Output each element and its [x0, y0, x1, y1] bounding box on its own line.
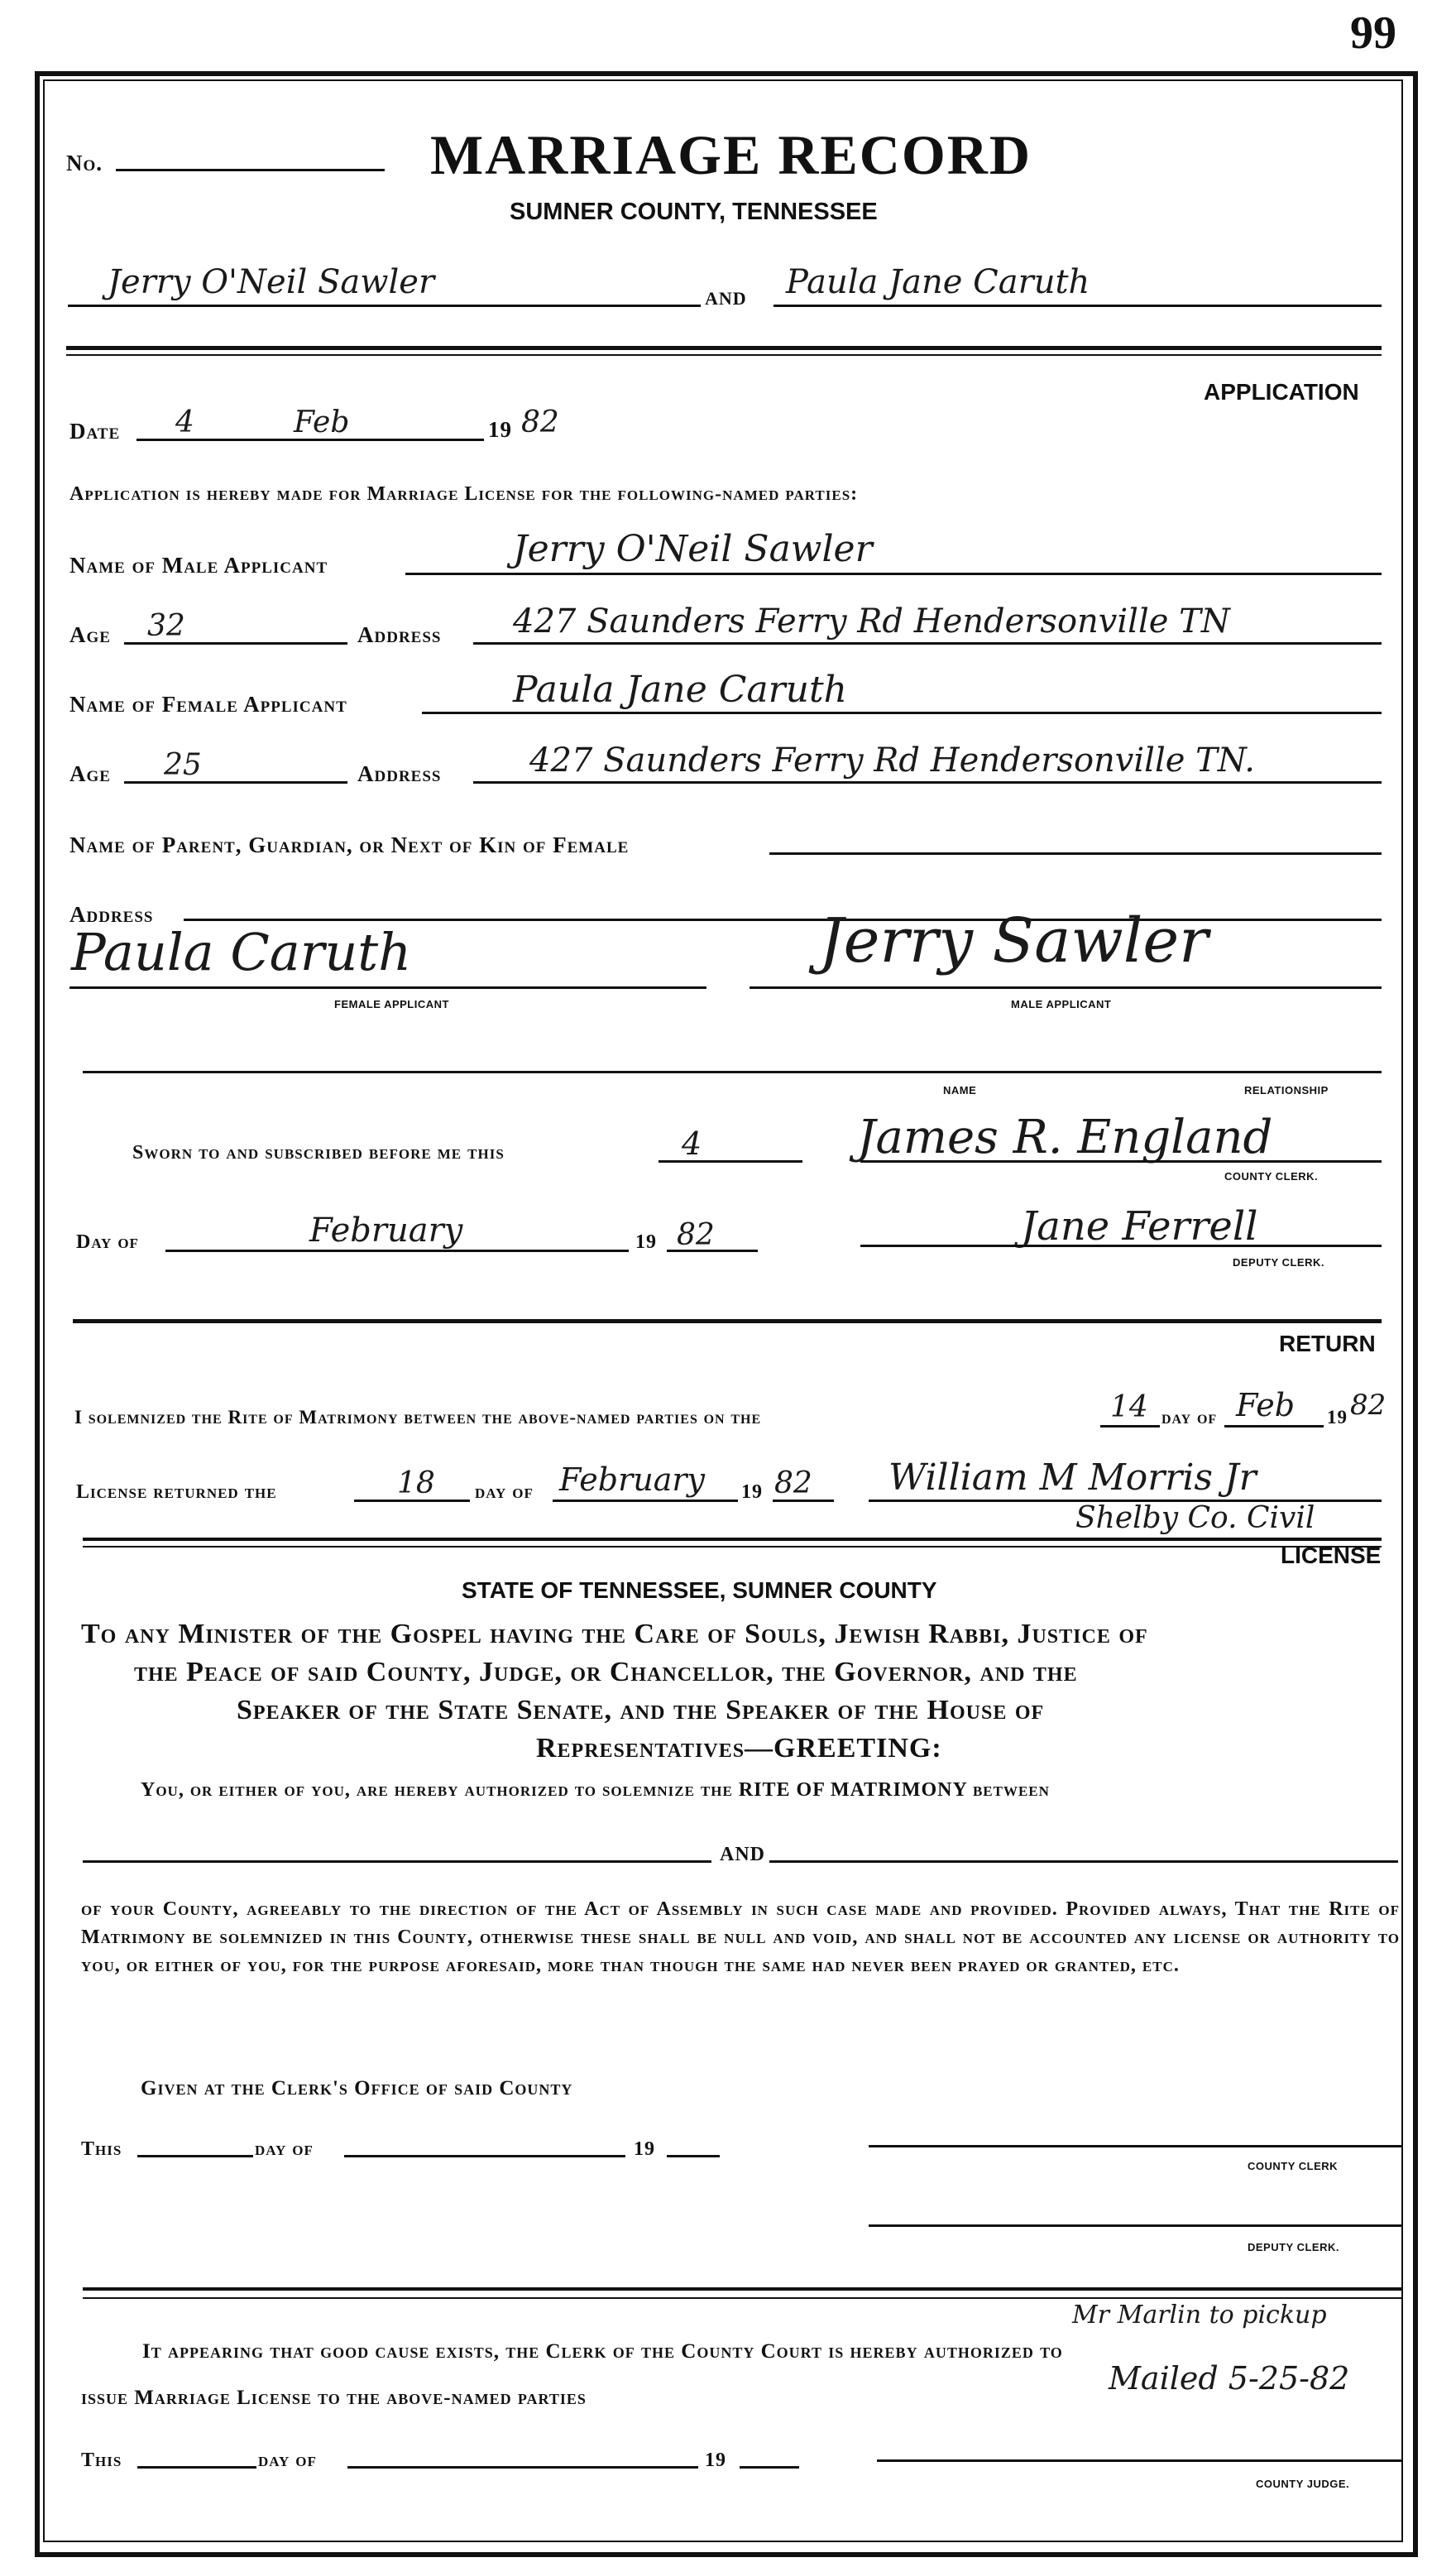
county-judge-line — [877, 2459, 1403, 2462]
license-and-label: AND — [720, 1844, 765, 1865]
date-day: 4 — [175, 405, 194, 439]
cause-text: It appearing that good cause exists, the Clerk of the County Court is hereby authorized to — [142, 2340, 1063, 2363]
male-name-label: Name of Male Applicant — [69, 553, 328, 578]
male-address-value: 427 Saunders Ferry Rd Hendersonville TN — [513, 602, 1230, 641]
record-number-label: No. — [66, 151, 103, 175]
given-text: Given at the Clerk's Office of said County — [141, 2077, 573, 2099]
sworn-month: February — [309, 1212, 463, 1250]
license-returned-label: License returned the — [76, 1481, 277, 1503]
male-name-line — [405, 573, 1382, 575]
returned-month-line — [553, 1500, 738, 1502]
male-applicant-caption: MALE APPLICANT — [1011, 998, 1112, 1010]
male-age-value: 32 — [147, 609, 185, 643]
date-year-prefix: 19 — [488, 417, 512, 442]
county-subtitle: SUMNER COUNTY, TENNESSEE — [510, 199, 878, 225]
footer-this-line — [137, 2466, 256, 2469]
header-rule-2 — [66, 354, 1382, 356]
male-age-label: Age — [69, 622, 111, 647]
female-name-value: Paula Jane Caruth — [513, 669, 848, 711]
greeting-line-1: To any Minister of the Gospel having the Care of Souls, Jewish Rabbi, Justice of — [81, 1619, 1148, 1649]
license-deputy-clerk-line — [869, 2224, 1403, 2227]
license-deputy-clerk-caption: DEPUTY CLERK. — [1248, 2241, 1339, 2253]
female-age-line — [124, 781, 347, 784]
solemnized-year-prefix: 19 — [1327, 1407, 1348, 1428]
return-rule — [83, 1538, 1382, 1541]
record-number-line — [116, 169, 385, 171]
female-signature-line — [69, 986, 706, 989]
parties-and-label: AND — [705, 288, 747, 309]
license-county-clerk-caption: COUNTY CLERK — [1248, 2160, 1339, 2172]
application-rule — [73, 1319, 1382, 1323]
deputy-clerk-signature: Jane Ferrell — [1021, 1203, 1258, 1250]
application-heading: APPLICATION — [1204, 379, 1359, 405]
sworn-month-line — [165, 1250, 629, 1252]
female-name-line — [422, 712, 1382, 714]
given-day-of-label: day of — [255, 2138, 314, 2160]
page-title: MARRIAGE RECORD — [430, 123, 1032, 186]
returned-month: February — [559, 1461, 706, 1498]
kin-line — [769, 852, 1382, 855]
sworn-year: 82 — [677, 1218, 715, 1252]
authorize-text: You, or either of you, are hereby authorized to solemnize the RITE OF MATRIMONY between — [141, 1779, 1050, 1801]
female-age-value: 25 — [164, 748, 202, 782]
female-applicant-caption: FEMALE APPLICANT — [334, 998, 449, 1010]
solemnized-year: 82 — [1350, 1389, 1387, 1422]
footer-year-prefix: 19 — [705, 2450, 726, 2471]
license-party-line-2 — [769, 1860, 1398, 1863]
county-clerk-signature: James R. England — [857, 1111, 1273, 1164]
footer-year-line — [740, 2466, 799, 2469]
inner-border — [43, 79, 1403, 2542]
male-name-value: Jerry O'Neil Sawler — [513, 528, 873, 570]
issue-text: issue Marriage License to the above-named parties — [81, 2387, 587, 2409]
sworn-year-prefix: 19 — [635, 1231, 657, 1253]
female-party-line — [774, 305, 1382, 307]
date-month: Feb — [294, 405, 350, 439]
county-clerk-caption: COUNTY CLERK. — [1224, 1170, 1319, 1183]
footer-this-label: This — [81, 2450, 122, 2471]
page-number: 99 — [1350, 7, 1396, 59]
kin-label: Name of Parent, Guardian, or Next of Kin of Female — [69, 833, 630, 857]
sworn-day: 4 — [682, 1125, 702, 1162]
pickup-note: Mr Marlin to pickup — [1072, 2301, 1327, 2330]
given-this-label: This — [81, 2138, 122, 2160]
solemnized-day-of-label: day of — [1161, 1407, 1218, 1428]
county-judge-caption: COUNTY JUDGE. — [1256, 2478, 1350, 2490]
officiant-signature: William M Morris Jr — [888, 1456, 1257, 1499]
name-caption: NAME — [943, 1084, 977, 1096]
license-rule-2 — [83, 2297, 1403, 2299]
officiant-title: Shelby Co. Civil — [1075, 1501, 1315, 1535]
given-year-line — [667, 2155, 720, 2157]
greeting-line-3: Speaker of the State Senate, and the Speaker of the House of — [237, 1695, 1045, 1725]
kin-address-label: Address — [69, 902, 154, 927]
solemnized-month-line — [1224, 1425, 1324, 1428]
returned-day: 18 — [397, 1466, 435, 1500]
license-rule — [83, 2287, 1403, 2291]
female-age-label: Age — [69, 761, 111, 786]
greeting-line-4: Representatives—GREETING: — [536, 1733, 942, 1763]
male-signature-line — [750, 986, 1382, 989]
license-county-clerk-line — [869, 2145, 1403, 2147]
sworn-label: Sworn to and subscribed before me this — [132, 1142, 505, 1164]
male-address-line — [473, 642, 1382, 645]
given-year-prefix: 19 — [634, 2138, 655, 2160]
greeting-line-2: the Peace of said County, Judge, or Chancellor, the Governor, and the — [134, 1657, 1078, 1687]
header-rule — [66, 346, 1382, 350]
female-address-value: 427 Saunders Ferry Rd Hendersonville TN. — [529, 741, 1255, 780]
sworn-day-of-label: Day of — [76, 1231, 139, 1253]
sworn-day-line — [659, 1160, 802, 1163]
license-heading: LICENSE — [1281, 1543, 1382, 1568]
solemnized-month: Feb — [1236, 1387, 1296, 1423]
returned-day-of-label: day of — [475, 1481, 534, 1503]
given-this-line — [137, 2155, 253, 2157]
relationship-caption: RELATIONSHIP — [1244, 1084, 1329, 1096]
date-year: 82 — [521, 405, 559, 439]
given-month-line — [344, 2155, 625, 2157]
male-party-name: Jerry O'Neil Sawler — [108, 263, 435, 301]
kin-name-line — [83, 1071, 1382, 1073]
male-address-label: Address — [357, 622, 442, 647]
license-body: of your County, agreeably to the direction of the Act of Assembly in such case made and provided. Provided always, That the Rite of Matrimony be solemnized in this County, otherwise these shall be null and void, and shall not be accounted any license or authority to you, or either of you, for the purpose aforesaid, more than though the same had never been prayed or granted, etc. — [81, 1898, 1400, 1976]
county-clerk-line — [860, 1160, 1382, 1163]
solemnized-text: I solemnized the Rite of Matrimony between the above-named parties on the — [74, 1407, 762, 1428]
deputy-clerk-line — [860, 1245, 1382, 1247]
return-heading: RETURN — [1279, 1331, 1376, 1356]
female-address-line — [473, 781, 1382, 784]
male-applicant-signature: Jerry Sawler — [819, 905, 1209, 976]
returned-year: 82 — [774, 1466, 812, 1500]
solemnized-day: 14 — [1110, 1390, 1148, 1424]
date-label: Date — [69, 419, 121, 444]
deputy-clerk-caption: DEPUTY CLERK. — [1233, 1256, 1324, 1269]
license-party-line-1 — [83, 1860, 711, 1863]
female-name-label: Name of Female Applicant — [69, 692, 347, 717]
application-intro: Application is hereby made for Marriage License for the following-named parties: — [69, 483, 859, 505]
state-line: STATE OF TENNESSEE, SUMNER COUNTY — [462, 1577, 937, 1603]
mailed-note: Mailed 5-25-82 — [1109, 2360, 1350, 2397]
returned-year-prefix: 19 — [741, 1481, 763, 1503]
return-rule-2 — [83, 1546, 1382, 1548]
female-applicant-signature: Paula Caruth — [71, 922, 412, 982]
footer-month-line — [347, 2466, 698, 2469]
solemnized-day-line — [1100, 1425, 1160, 1428]
male-party-line — [68, 305, 701, 307]
female-party-name: Paula Jane Caruth — [786, 263, 1090, 301]
footer-day-of-label: day of — [258, 2450, 317, 2471]
female-address-label: Address — [357, 761, 442, 786]
